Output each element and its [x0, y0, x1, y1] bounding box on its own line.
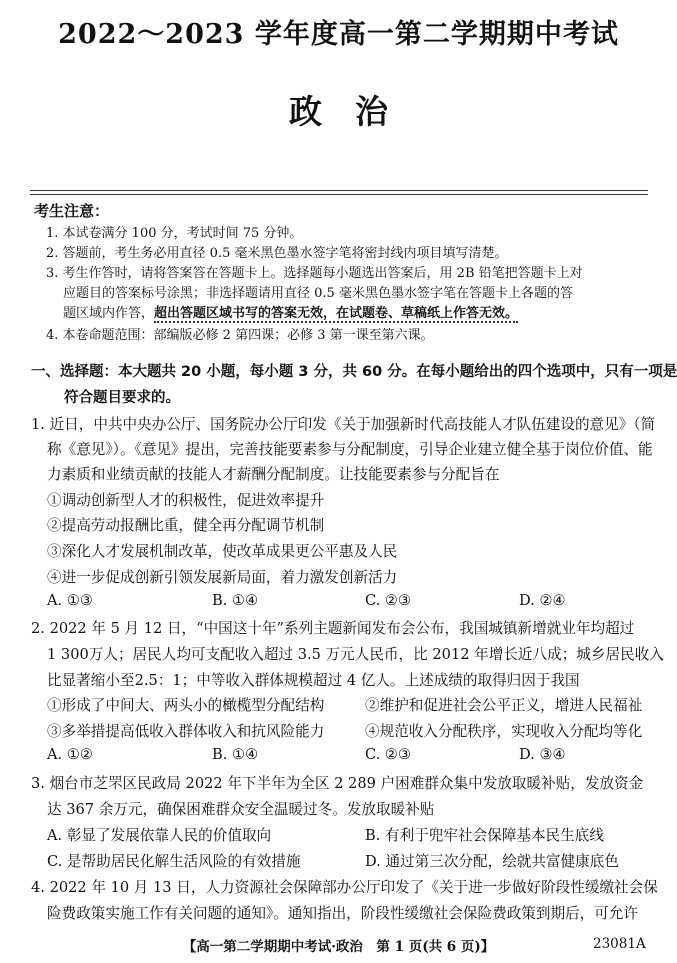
section-heading-cont: 符合题目要求的。: [64, 390, 180, 406]
q3-option-d: D. 通过第三次分配，绘就共富健康底色: [365, 853, 619, 870]
q1-item-3: ③深化人才发展机制改革，使改革成果更公平惠及人民: [47, 543, 398, 560]
q2-option-a: A. ①②: [47, 746, 93, 763]
q1-item-2: ②提高劳动报酬比重，健全再分配调节机制: [47, 517, 325, 534]
q4-stem-line-2: 险费政策实施工作有关问题的通知》。通知指出，阶段性缓缴社会保险费政策到期后，可允许: [47, 905, 639, 922]
notice-heading: 考生注意：: [34, 202, 110, 220]
paper-code: 23081A: [593, 936, 646, 952]
q3-option-c: C. 是帮助居民化解生活风险的有效措施: [47, 853, 301, 870]
notice-item-3: 3. 考生作答时，请将答案答在答题卡上。选择题每小题选出答案后，用 2B 铅笔把答题卡上对: [46, 266, 583, 281]
q3-option-a: A. 彰显了发展依靠人民的价值取向: [47, 827, 272, 844]
subject-title: 政 治: [289, 92, 388, 131]
q2-option-b: B. ①④: [212, 746, 259, 763]
notice-item-1: 1. 本试卷满分 100 分，考试时间 75 分钟。: [46, 226, 303, 241]
notice-emphasis: 超出答题区域书写的答案无效，在试题卷、草稿纸上作答无效。: [154, 306, 519, 321]
q2-stem-line-2: 1 300万人；居民人均可支配收入超过 3.5 万元人民币，比 2012 年增长近八成；城乡居民收入: [47, 646, 664, 663]
q3-option-b: B. 有利于兜牢社会保障基本民生底线: [365, 827, 604, 844]
q1-option-a: A. ①③: [47, 592, 93, 609]
q1-item-4: ④进一步促成创新引领发展新局面，着力激发创新活力: [47, 569, 398, 586]
q3-stem-line-1: 3. 烟台市芝罘区民政局 2022 年下半年为全区 2 289 户困难群众集中发放取暖补贴，发放资金: [31, 775, 644, 792]
q1-stem-line-3: 力素质和业绩贡献的技能人才薪酬分配制度。让技能要素参与分配旨在: [47, 466, 500, 483]
q4-stem-line-1: 4. 2022 年 10 月 13 日，人力资源社会保障部办公厅印发了《关于进一步做好阶段性缓缴社会保: [31, 879, 658, 896]
q1-item-1: ①调动创新型人才的积极性，促进效率提升: [47, 492, 325, 509]
q2-item-4: ④规范收入分配秩序，实现收入分配均等化: [365, 723, 643, 740]
q1-stem-line-2: 称《意见》）。《意见》提出，完善技能要素参与分配制度，引导企业建立健全基于岗位价值、能: [47, 441, 653, 458]
q2-stem-line-1: 2. 2022 年 5 月 12 日，“中国这十年”系列主题新闻发布会公布，我国城镇新增就业年均超过: [31, 620, 635, 637]
q2-item-2: ②维护和促进社会公平正义，增进人民福祉: [365, 697, 643, 714]
q2-option-c: C. ②③: [365, 746, 412, 763]
q2-option-d: D. ③④: [519, 746, 566, 763]
q2-stem-line-3: 比显著缩小至2.5：1；中等收入群体规模超过 4 亿人。上述成绩的取得归因于我国: [47, 672, 580, 689]
exam-title: 2022～2023 学年度高一第二学期期中考试: [58, 19, 619, 50]
notice-item-3-tail: 题区域内作答，: [63, 306, 155, 321]
header-divider-thin: [30, 194, 648, 195]
page-footer: 【高一第二学期期中考试·政治 第 1 页(共 6 页)】: [182, 939, 495, 955]
notice-item-2: 2. 答题前，考生务必用直径 0.5 毫米黑色墨水签字笔将密封线内项目填写清楚。: [46, 246, 508, 261]
notice-item-3-cont: 应题目的答案标号涂黑；非选择题请用直径 0.5 毫米黑色墨水签字笔在答题卡上各题的答: [63, 286, 573, 301]
notice-item-3-end: [63, 302, 518, 321]
q2-item-1: ①形成了中间大、两头小的橄榄型分配结构: [47, 697, 325, 714]
q1-stem-line-1: 1. 近日，中共中央办公厅、国务院办公厅印发《关于加强新时代高技能人才队伍建设的意见》（简: [31, 416, 656, 433]
header-divider: [30, 190, 648, 191]
notice-item-4: 4. 本卷命题范围：部编版必修 2 第四课；必修 3 第一课至第六课。: [46, 328, 434, 343]
section-heading: 一、选择题：本大题共 20 小题，每小题 3 分，共 60 分。在每小题给出的四个选项中，只有一项是: [31, 364, 677, 380]
q1-option-b: B. ①④: [212, 592, 259, 609]
q2-item-3: ③多举措提高低收入群体收入和抗风险能力: [47, 723, 325, 740]
q3-stem-line-2: 达 367 余万元，确保困难群众安全温暖过冬。发放取暖补贴: [47, 801, 435, 818]
q1-option-c: C. ②③: [365, 592, 412, 609]
q1-option-d: D. ②④: [519, 592, 566, 609]
